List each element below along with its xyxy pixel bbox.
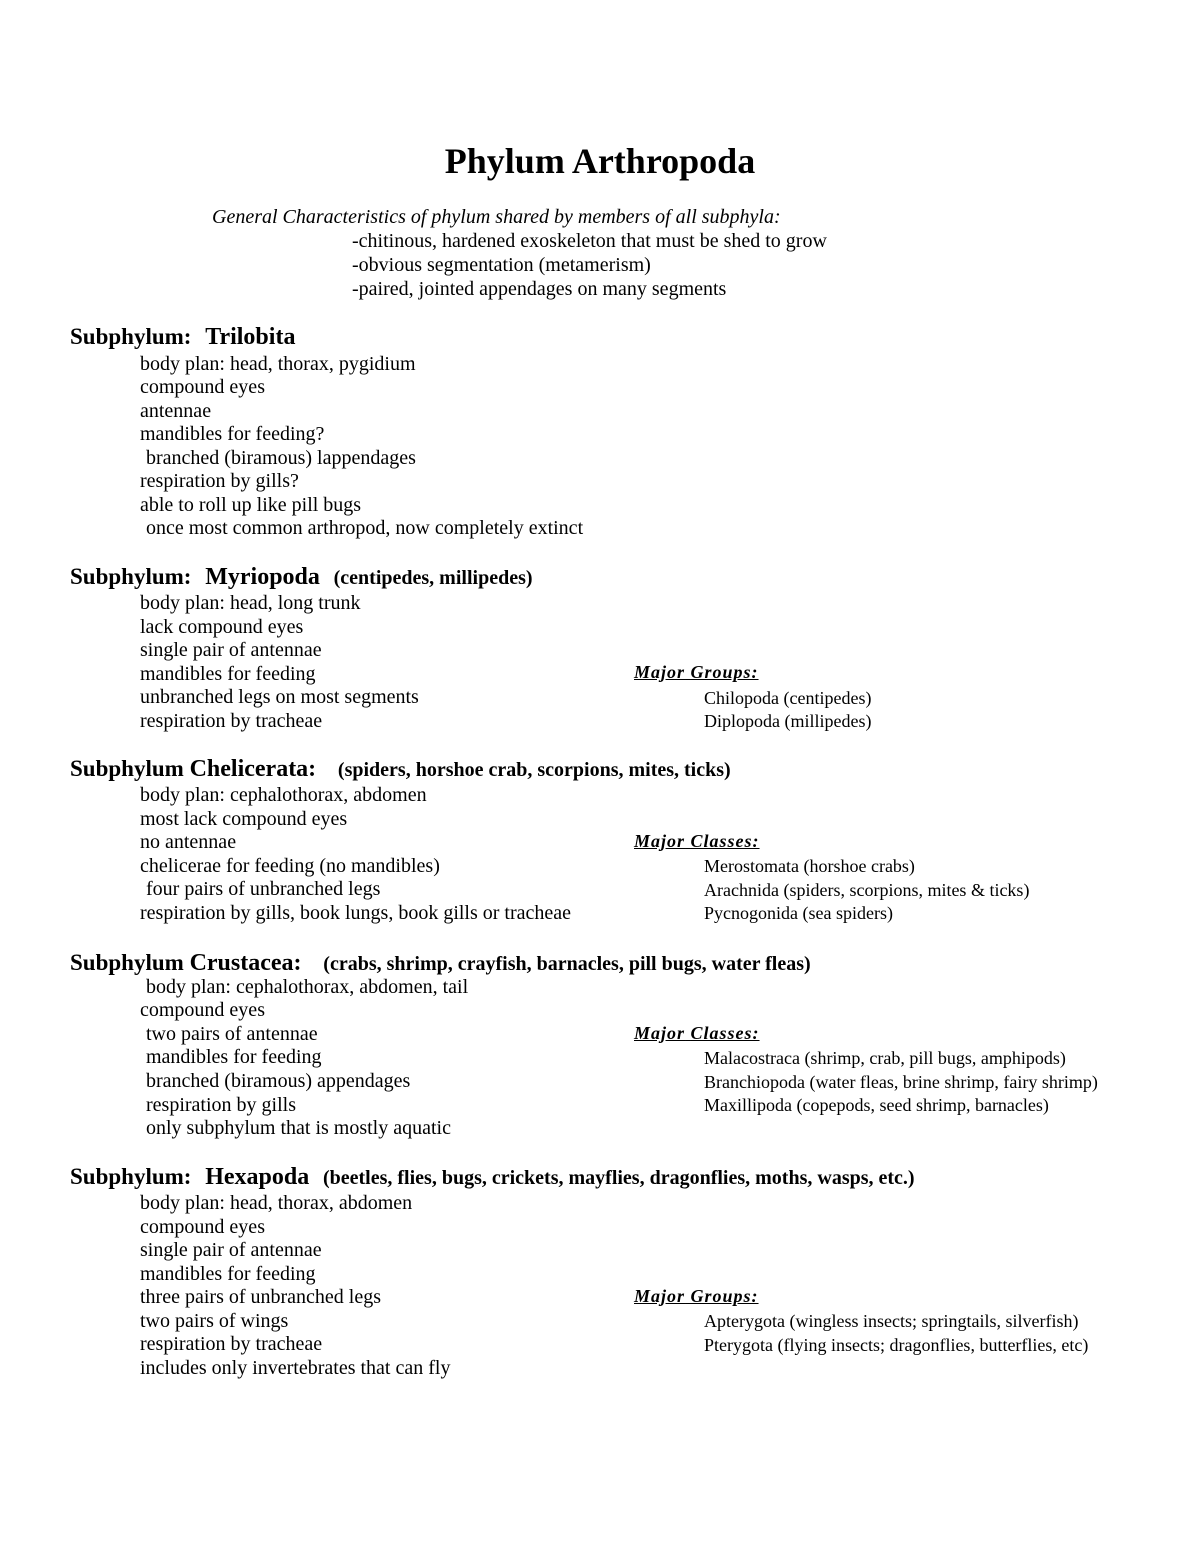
list-item: body plan: cephalothorax, abdomen <box>140 784 427 806</box>
list-item: able to roll up like pill bugs <box>140 494 362 516</box>
list-item: respiration by tracheae <box>140 710 323 732</box>
list-item: only subphylum that is mostly aquatic <box>146 1117 451 1139</box>
group-label-word: Major <box>634 662 686 682</box>
list-item: three pairs of unbranched legs <box>140 1286 382 1308</box>
section-prefix: Subphylum <box>70 756 184 781</box>
section-heading <box>70 564 533 591</box>
list-item: body plan: head, thorax, abdomen <box>140 1192 413 1214</box>
intro-item: -obvious segmentation (metamerism) <box>352 254 651 276</box>
list-item: single pair of antennae <box>140 1239 322 1261</box>
section-prefix: Subphylum: <box>70 1164 192 1189</box>
group-label <box>634 1023 760 1044</box>
group-item: Arachnida (spiders, scorpions, mites & ticks) <box>704 880 1030 900</box>
list-item: two pairs of wings <box>140 1310 289 1332</box>
list-item: branched (biramous) appendages <box>146 1070 411 1092</box>
intro-item: -paired, jointed appendages on many segments <box>352 278 727 300</box>
list-item: body plan: head, thorax, pygidium <box>140 353 416 375</box>
group-item: Apterygota (wingless insects; springtails, silverfish) <box>704 1311 1079 1331</box>
group-label <box>634 1286 759 1307</box>
list-item: respiration by gills? <box>140 470 299 492</box>
list-item: mandibles for feeding <box>140 663 316 685</box>
group-label-word: Major <box>634 1023 686 1043</box>
group-item: Maxillipoda (copepods, seed shrimp, barnacles) <box>704 1095 1049 1115</box>
group-label-word: Classes: <box>690 1023 760 1043</box>
list-item: two pairs of antennae <box>146 1023 318 1045</box>
group-item: Merostomata (horshoe crabs) <box>704 856 915 876</box>
section-name: Hexapoda <box>205 1164 310 1190</box>
group-item: Malacostraca (shrimp, crab, pill bugs, amphipods) <box>704 1048 1066 1068</box>
group-label-word: Classes: <box>690 831 760 851</box>
group-item: Diplopoda (millipedes) <box>704 711 872 731</box>
list-item: unbranched legs on most segments <box>140 686 419 708</box>
group-item: Branchiopoda (water fleas, brine shrimp, fairy shrimp) <box>704 1072 1098 1092</box>
list-item: respiration by tracheae <box>140 1333 323 1355</box>
list-item: branched (biramous) lappendages <box>146 447 416 469</box>
section-heading <box>70 324 295 351</box>
section-name: Crustacea: <box>189 950 302 976</box>
section-heading <box>70 756 731 783</box>
list-item: compound eyes <box>140 1216 265 1238</box>
section-name: Myriopoda <box>205 564 320 590</box>
list-item: mandibles for feeding <box>140 1263 316 1285</box>
group-label <box>634 662 759 683</box>
group-label-word: Major <box>634 1286 686 1306</box>
list-item: mandibles for feeding <box>146 1046 322 1068</box>
group-label <box>634 831 760 852</box>
list-item: body plan: cephalothorax, abdomen, tail <box>146 976 469 998</box>
group-label-word: Major <box>634 831 686 851</box>
list-item: mandibles for feeding? <box>140 423 325 445</box>
page-title: Phylum Arthropoda <box>444 141 756 181</box>
section-common-names: (beetles, flies, bugs, crickets, mayflies, dragonflies, moths, wasps, etc.) <box>322 1167 915 1189</box>
section-name: Chelicerata: <box>189 756 317 782</box>
section-common-names: (spiders, horshoe crab, scorpions, mites, ticks) <box>337 759 731 781</box>
intro-heading: General Characteristics of phylum shared by members of all subphyla: <box>212 206 781 228</box>
group-item: Chilopoda (centipedes) <box>704 688 872 708</box>
list-item: lack compound eyes <box>140 616 304 638</box>
group-item: Pterygota (flying insects; dragonflies, butterflies, etc) <box>704 1335 1089 1355</box>
list-item: body plan: head, long trunk <box>140 592 361 614</box>
list-item: respiration by gills <box>146 1094 296 1116</box>
list-item: respiration by gills, book lungs, book gills or tracheae <box>140 902 572 924</box>
section-prefix: Subphylum: <box>70 324 192 349</box>
section-common-names: (crabs, shrimp, crayfish, barnacles, pill bugs, water fleas) <box>323 953 811 975</box>
group-item: Pycnogonida (sea spiders) <box>704 903 893 923</box>
list-item: compound eyes <box>140 376 265 398</box>
section-prefix: Subphylum <box>70 950 184 975</box>
group-label-word: Groups: <box>690 662 759 682</box>
list-item: antennae <box>140 400 212 422</box>
list-item: once most common arthropod, now completely extinct <box>146 517 584 539</box>
list-item: four pairs of unbranched legs <box>146 878 381 900</box>
section-heading <box>70 950 811 977</box>
group-label-word: Groups: <box>690 1286 759 1306</box>
list-item: includes only invertebrates that can fly <box>140 1357 451 1379</box>
list-item: most lack compound eyes <box>140 808 348 830</box>
list-item: compound eyes <box>140 999 265 1021</box>
list-item: no antennae <box>140 831 237 853</box>
section-name: Trilobita <box>205 324 296 350</box>
list-item: single pair of antennae <box>140 639 322 661</box>
section-common-names: (centipedes, millipedes) <box>333 567 533 589</box>
section-heading <box>70 1164 915 1191</box>
list-item: chelicerae for feeding (no mandibles) <box>140 855 440 877</box>
section-prefix: Subphylum: <box>70 564 192 589</box>
intro-item: -chitinous, hardened exoskeleton that must be shed to grow <box>352 230 827 252</box>
